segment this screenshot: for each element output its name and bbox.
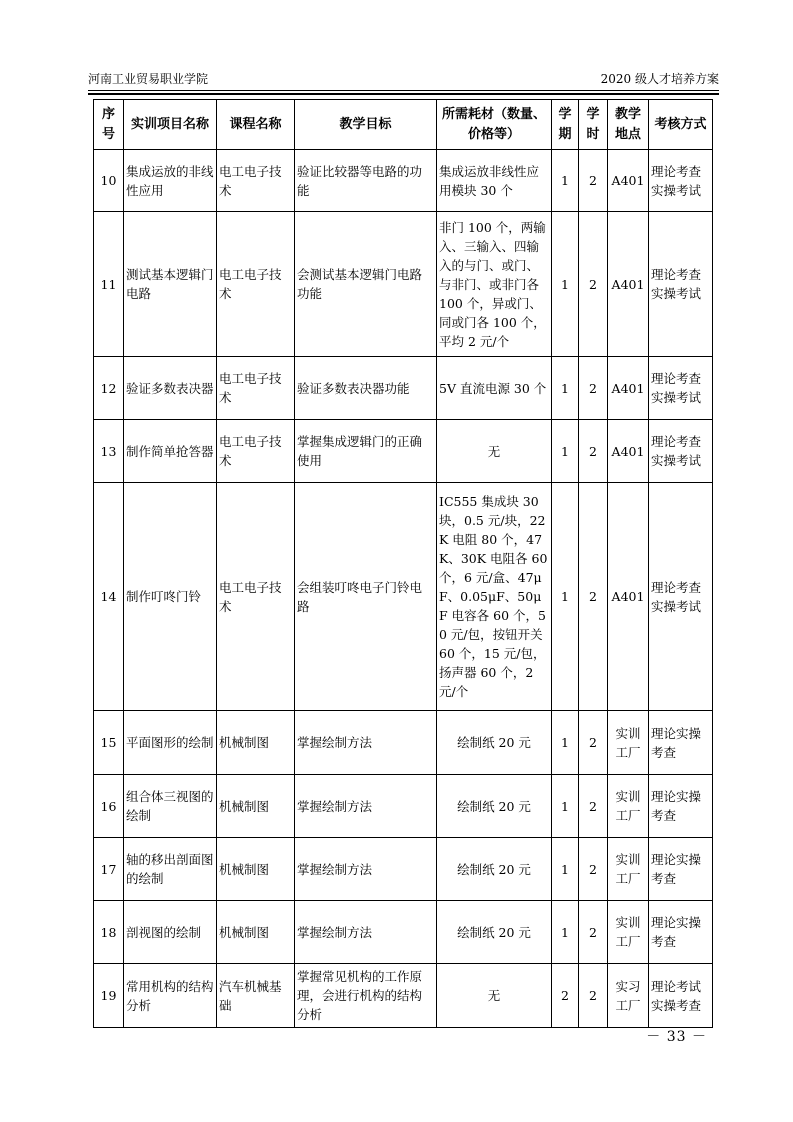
cell-course: 机械制图 xyxy=(217,775,295,838)
cell-place: 实训工厂 xyxy=(608,775,649,838)
cell-no: 14 xyxy=(94,483,124,711)
cell-exam: 理论实操考查 xyxy=(649,711,713,775)
col-goal: 教学目标 xyxy=(295,100,437,150)
cell-course: 机械制图 xyxy=(217,838,295,901)
col-no: 序号 xyxy=(94,100,124,150)
cell-project: 制作叮咚门铃 xyxy=(124,483,217,711)
col-term: 学期 xyxy=(552,100,579,150)
cell-exam: 理论实操考查 xyxy=(649,775,713,838)
cell-materials: 绘制纸 20 元 xyxy=(437,711,552,775)
cell-exam: 理论考查实操考试 xyxy=(649,483,713,711)
cell-materials: 绘制纸 20 元 xyxy=(437,901,552,964)
cell-hours: 2 xyxy=(579,711,608,775)
cell-term: 1 xyxy=(552,838,579,901)
cell-hours: 2 xyxy=(579,775,608,838)
cell-course: 电工电子技术 xyxy=(217,357,295,420)
training-table xyxy=(93,99,713,1028)
cell-project: 测试基本逻辑门电路 xyxy=(124,212,217,357)
cell-exam: 理论考查实操考试 xyxy=(649,150,713,212)
cell-goal: 掌握绘制方法 xyxy=(295,901,437,964)
cell-course: 电工电子技术 xyxy=(217,212,295,357)
cell-hours: 2 xyxy=(579,964,608,1028)
cell-exam: 理论考试实操考查 xyxy=(649,964,713,1028)
cell-term: 1 xyxy=(552,901,579,964)
col-course: 课程名称 xyxy=(217,100,295,150)
cell-term: 1 xyxy=(552,483,579,711)
cell-project: 制作简单抢答器 xyxy=(124,420,217,483)
cell-hours: 2 xyxy=(579,901,608,964)
cell-no: 18 xyxy=(94,901,124,964)
cell-goal: 掌握集成逻辑门的正确使用 xyxy=(295,420,437,483)
table-row xyxy=(94,964,713,1028)
table-header-row xyxy=(94,100,713,150)
cell-place: A401 xyxy=(608,212,649,357)
cell-materials: 集成运放非线性应用模块 30 个 xyxy=(437,150,552,212)
cell-exam: 理论实操考查 xyxy=(649,838,713,901)
cell-place: 实训工厂 xyxy=(608,901,649,964)
cell-project: 剖视图的绘制 xyxy=(124,901,217,964)
cell-no: 12 xyxy=(94,357,124,420)
cell-hours: 2 xyxy=(579,420,608,483)
cell-materials: 5V 直流电源 30 个 xyxy=(437,357,552,420)
cell-materials: 绘制纸 20 元 xyxy=(437,775,552,838)
cell-place: A401 xyxy=(608,420,649,483)
cell-place: 实训工厂 xyxy=(608,838,649,901)
header-rule xyxy=(88,93,719,95)
table-row xyxy=(94,711,713,775)
cell-project: 验证多数表决器 xyxy=(124,357,217,420)
cell-goal: 掌握绘制方法 xyxy=(295,838,437,901)
cell-no: 13 xyxy=(94,420,124,483)
col-materials: 所需耗材（数量、价格等） xyxy=(437,100,552,150)
cell-goal: 掌握绘制方法 xyxy=(295,775,437,838)
table-row xyxy=(94,838,713,901)
cell-course: 机械制图 xyxy=(217,711,295,775)
table-row xyxy=(94,901,713,964)
col-place: 教学地点 xyxy=(608,100,649,150)
cell-materials: 绘制纸 20 元 xyxy=(437,838,552,901)
cell-place: A401 xyxy=(608,483,649,711)
cell-goal: 掌握常见机构的工作原理，会进行机构的结构分析 xyxy=(295,964,437,1028)
cell-exam: 理论实操考查 xyxy=(649,901,713,964)
cell-hours: 2 xyxy=(579,150,608,212)
cell-project: 组合体三视图的绘制 xyxy=(124,775,217,838)
header-school: 河南工业贸易职业学院 xyxy=(88,72,209,86)
col-exam: 考核方式 xyxy=(649,100,713,150)
table-row xyxy=(94,483,713,711)
cell-hours: 2 xyxy=(579,483,608,711)
cell-term: 1 xyxy=(552,150,579,212)
cell-hours: 2 xyxy=(579,838,608,901)
cell-exam: 理论考查实操考试 xyxy=(649,420,713,483)
cell-place: 实训工厂 xyxy=(608,711,649,775)
page-number: － 33 － xyxy=(646,1029,707,1045)
cell-place: 实习工厂 xyxy=(608,964,649,1028)
cell-course: 电工电子技术 xyxy=(217,420,295,483)
table-row xyxy=(94,420,713,483)
cell-term: 1 xyxy=(552,357,579,420)
col-hours: 学时 xyxy=(579,100,608,150)
table-row xyxy=(94,150,713,212)
table-row xyxy=(94,357,713,420)
cell-no: 17 xyxy=(94,838,124,901)
col-project: 实训项目名称 xyxy=(124,100,217,150)
cell-project: 常用机构的结构分析 xyxy=(124,964,217,1028)
cell-exam: 理论考查实操考试 xyxy=(649,357,713,420)
cell-materials: 无 xyxy=(437,964,552,1028)
cell-goal: 验证多数表决器功能 xyxy=(295,357,437,420)
cell-no: 19 xyxy=(94,964,124,1028)
cell-place: A401 xyxy=(608,150,649,212)
cell-goal: 会测试基本逻辑门电路功能 xyxy=(295,212,437,357)
cell-materials: IC555 集成块 30 块，0.5 元/块，22K 电阻 80 个，47K、30K 电阻各 60 个，6 元/盒、47μF、0.05μF、50μF 电容各 60 个，50 元/包，按钮开关 60 个，15 元/包，扬声器 60 个，2 元/个 xyxy=(437,483,552,711)
cell-term: 1 xyxy=(552,775,579,838)
cell-place: A401 xyxy=(608,357,649,420)
cell-materials: 无 xyxy=(437,420,552,483)
cell-exam: 理论考查实操考试 xyxy=(649,212,713,357)
cell-term: 1 xyxy=(552,711,579,775)
cell-no: 16 xyxy=(94,775,124,838)
cell-term: 1 xyxy=(552,420,579,483)
cell-hours: 2 xyxy=(579,357,608,420)
cell-term: 2 xyxy=(552,964,579,1028)
cell-no: 10 xyxy=(94,150,124,212)
cell-goal: 掌握绘制方法 xyxy=(295,711,437,775)
cell-goal: 验证比较器等电路的功能 xyxy=(295,150,437,212)
table-row xyxy=(94,775,713,838)
cell-project: 集成运放的非线性应用 xyxy=(124,150,217,212)
cell-course: 汽车机械基础 xyxy=(217,964,295,1028)
cell-course: 电工电子技术 xyxy=(217,483,295,711)
cell-materials: 非门 100 个，两输入、三输入、四输入的与门、或门、与非门、或非门各 100 个，异或门、同或门各 100 个，平均 2 元/个 xyxy=(437,212,552,357)
cell-project: 轴的移出剖面图的绘制 xyxy=(124,838,217,901)
page-header xyxy=(88,70,719,91)
cell-course: 电工电子技术 xyxy=(217,150,295,212)
cell-term: 1 xyxy=(552,212,579,357)
cell-course: 机械制图 xyxy=(217,901,295,964)
cell-no: 11 xyxy=(94,212,124,357)
cell-project: 平面图形的绘制 xyxy=(124,711,217,775)
table-row xyxy=(94,212,713,357)
cell-no: 15 xyxy=(94,711,124,775)
cell-hours: 2 xyxy=(579,212,608,357)
cell-goal: 会组装叮咚电子门铃电路 xyxy=(295,483,437,711)
header-plan: 2020 级人才培养方案 xyxy=(600,72,719,86)
